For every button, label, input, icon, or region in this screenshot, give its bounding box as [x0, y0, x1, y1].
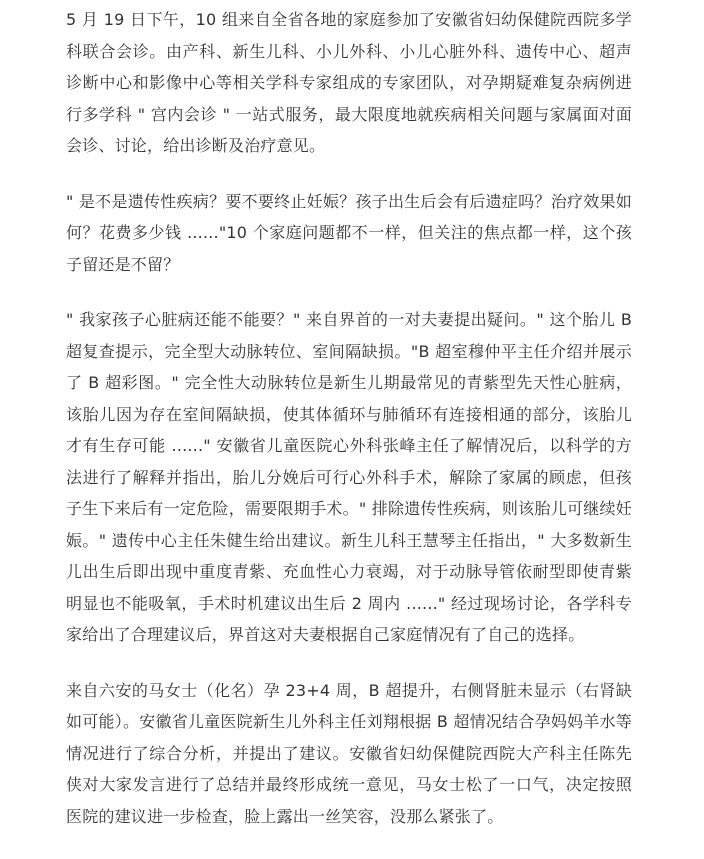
article-paragraph: 来自六安的马女士（化名）孕 23+4 周，B 超提升，右侧肾脏未显示（右肾缺如可能）。安徽省儿童医院新生儿外科主任刘翔根据 B 超情况结合孕妈妈羊水等情况进行了综合分析，并提出了建议。安徽省妇幼保健院西院大产科主任陈先侠对大家发言进行了总结并最终形成统一意见，马女士松了一口气，决定按照医院的建议进一步检查，脸上露出一丝笑容，没那么紧张了。	[66, 680, 632, 826]
article-body	[66, 4, 632, 832]
article-paragraph: " 是不是遗传性疾病？要不要终止妊娠？孩子出生后会有后遗症吗？治疗效果如何？花费多少钱 ......"10 个家庭问题都不一样，但关注的焦点都一样，这个孩子留还是不留？	[66, 191, 632, 274]
article-paragraph: " 我家孩子心脏病还能不能要？" 来自界首的一对夫妻提出疑问。" 这个胎儿 B 超复查提示，完全型大动脉转位、室间隔缺损。"B 超室穆仲平主任介绍并展示了 B 超彩图。" 完全性大动脉转位是新生儿期最常见的青紫型先天性心脏病，该胎儿因为存在室间隔缺损，使其体循环与肺循环有连接相通的部分，该胎儿才有生存可能 ......" 安徽省儿童医院心外科张峰主任了解情况后，以科学的方法进行了解释并指出，胎儿分娩后可行心外科手术，解除了家属的顾虑，但孩子生下来后有一定危险，需要限期手术。" 排除遗传性疾病，则该胎儿可继续妊娠。" 遗传中心主任朱健生给出建议。新生儿科王慧琴主任指出，" 大多数新生儿出生后即出现中重度青紫、充血性心力衰竭，对于动脉导管依耐型即使青紫明显也不能吸氧，手术时机建议出生后 2 周内 ......" 经过现场讨论，各学科专家给出了合理建议后，界首这对夫妻根据自己家庭情况有了自己的选择。	[66, 310, 632, 644]
article-paragraph: 5 月 19 日下午，10 组来自全省各地的家庭参加了安徽省妇幼保健院西院多学科联合会诊。由产科、新生儿科、小儿外科、小儿心脏外科、遗传中心、超声诊断中心和影像中心等相关学科专家组成的专家团队，对孕期疑难复杂病例进行多学科 " 宫内会诊 " 一站式服务，最大限度地就疾病相关问题与家属面对面会诊、讨论，给出诊断及治疗意见。	[66, 10, 632, 155]
